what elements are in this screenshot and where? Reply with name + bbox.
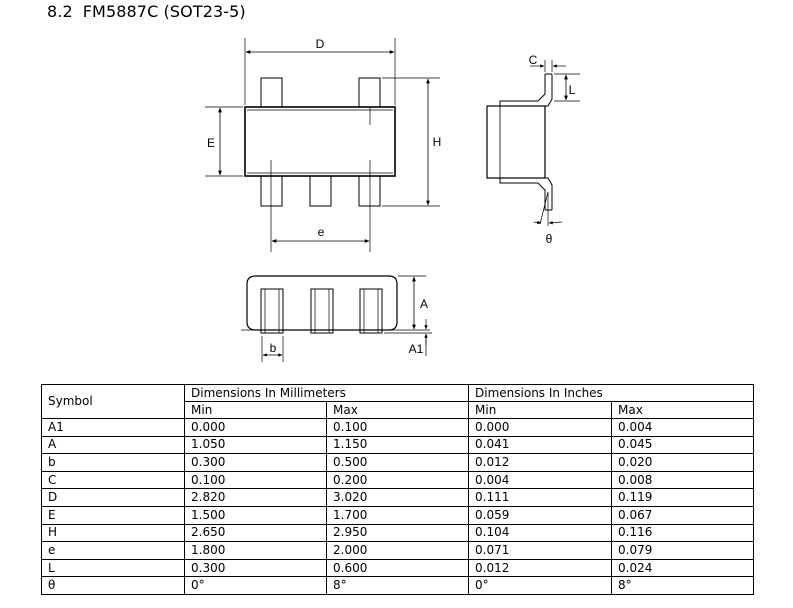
cell-mm-min: 1.050 — [185, 436, 327, 454]
table-header-row — [42, 385, 754, 402]
cell-in-max: 0.079 — [612, 542, 754, 560]
cell-symbol: E — [42, 506, 185, 524]
cell-mm-max: 0.100 — [327, 419, 469, 437]
cell-in-max: 0.045 — [612, 436, 754, 454]
table-row — [42, 471, 754, 489]
cell-mm-max: 2.000 — [327, 542, 469, 560]
cell-in-max: 0.020 — [612, 454, 754, 472]
cell-mm-min: 1.500 — [185, 506, 327, 524]
dim-label-H: H — [432, 135, 442, 149]
front-view — [241, 276, 432, 362]
cell-in-min: 0.059 — [469, 506, 612, 524]
cell-mm-max: 3.020 — [327, 489, 469, 507]
cell-in-min: 0.111 — [469, 489, 612, 507]
header-mm-max: Max — [327, 402, 469, 419]
dim-label-L: L — [568, 83, 576, 97]
dim-label-theta: θ — [545, 232, 553, 246]
cell-mm-min: 2.650 — [185, 524, 327, 542]
cell-symbol: A — [42, 436, 185, 454]
table-row — [42, 506, 754, 524]
header-in-min: Min — [469, 402, 612, 419]
cell-in-max: 0.116 — [612, 524, 754, 542]
cell-in-max: 0.004 — [612, 419, 754, 437]
cell-in-max: 0.119 — [612, 489, 754, 507]
cell-symbol: θ — [42, 577, 185, 595]
cell-in-min: 0.012 — [469, 559, 612, 577]
cell-mm-min: 0.300 — [185, 454, 327, 472]
cell-mm-max: 1.700 — [327, 506, 469, 524]
cell-symbol: L — [42, 559, 185, 577]
side-view-body — [487, 106, 545, 178]
dim-label-D: D — [315, 37, 325, 51]
cell-mm-max: 0.600 — [327, 559, 469, 577]
cell-mm-max: 8° — [327, 577, 469, 595]
cell-mm-min: 2.820 — [185, 489, 327, 507]
header-millimeters: Dimensions In Millimeters — [185, 385, 469, 402]
cell-in-min: 0.004 — [469, 471, 612, 489]
cell-in-min: 0.000 — [469, 419, 612, 437]
top-view-body — [245, 107, 395, 176]
cell-mm-min: 0.300 — [185, 559, 327, 577]
cell-in-min: 0.071 — [469, 542, 612, 560]
cell-in-max: 8° — [612, 577, 754, 595]
dim-label-A: A — [419, 297, 429, 311]
cell-mm-min: 1.800 — [185, 542, 327, 560]
table-row — [42, 436, 754, 454]
cell-symbol: e — [42, 542, 185, 560]
table-row — [42, 419, 754, 437]
front-view-lead — [360, 289, 382, 333]
top-view-lead — [359, 78, 380, 107]
cell-mm-max: 2.950 — [327, 524, 469, 542]
top-view — [205, 37, 441, 252]
cell-in-max: 0.067 — [612, 506, 754, 524]
front-view-body — [247, 276, 397, 330]
header-symbol: Symbol — [42, 385, 185, 419]
cell-in-min: 0.104 — [469, 524, 612, 542]
cell-in-min: 0° — [469, 577, 612, 595]
cell-mm-max: 0.200 — [327, 471, 469, 489]
top-view-lead — [310, 176, 331, 206]
dim-label-A1: A1 — [408, 342, 424, 356]
cell-in-min: 0.041 — [469, 436, 612, 454]
cell-mm-max: 1.150 — [327, 436, 469, 454]
dim-label-e: e — [317, 225, 325, 239]
cell-symbol: C — [42, 471, 185, 489]
section-title: FM5887C (SOT23-5) — [82, 2, 246, 21]
cell-mm-max: 0.500 — [327, 454, 469, 472]
top-view-lead — [261, 78, 282, 107]
side-view — [487, 53, 580, 246]
front-view-lead — [261, 289, 283, 333]
dim-label-b: b — [269, 341, 277, 355]
table-row — [42, 577, 754, 595]
cell-in-max: 0.008 — [612, 471, 754, 489]
cell-symbol: H — [42, 524, 185, 542]
cell-mm-min: 0.000 — [185, 419, 327, 437]
top-view-lead — [359, 176, 380, 206]
table-row — [42, 542, 754, 560]
header-mm-min: Min — [185, 402, 327, 419]
cell-in-max: 0.024 — [612, 559, 754, 577]
header-in-max: Max — [612, 402, 754, 419]
table-row — [42, 489, 754, 507]
cell-symbol: b — [42, 454, 185, 472]
section-number: 8.2 — [47, 2, 73, 21]
table-row — [42, 454, 754, 472]
cell-mm-min: 0° — [185, 577, 327, 595]
dim-label-C: C — [528, 53, 538, 67]
cell-in-min: 0.012 — [469, 454, 612, 472]
cell-symbol: D — [42, 489, 185, 507]
table-row — [42, 524, 754, 542]
header-inches: Dimensions In Inches — [469, 385, 754, 402]
front-view-lead — [311, 289, 333, 333]
cell-mm-min: 0.100 — [185, 471, 327, 489]
top-view-lead — [261, 176, 282, 206]
table-row — [42, 559, 754, 577]
dim-label-E: E — [206, 136, 216, 150]
dimensions-table — [41, 384, 754, 595]
cell-symbol: A1 — [42, 419, 185, 437]
